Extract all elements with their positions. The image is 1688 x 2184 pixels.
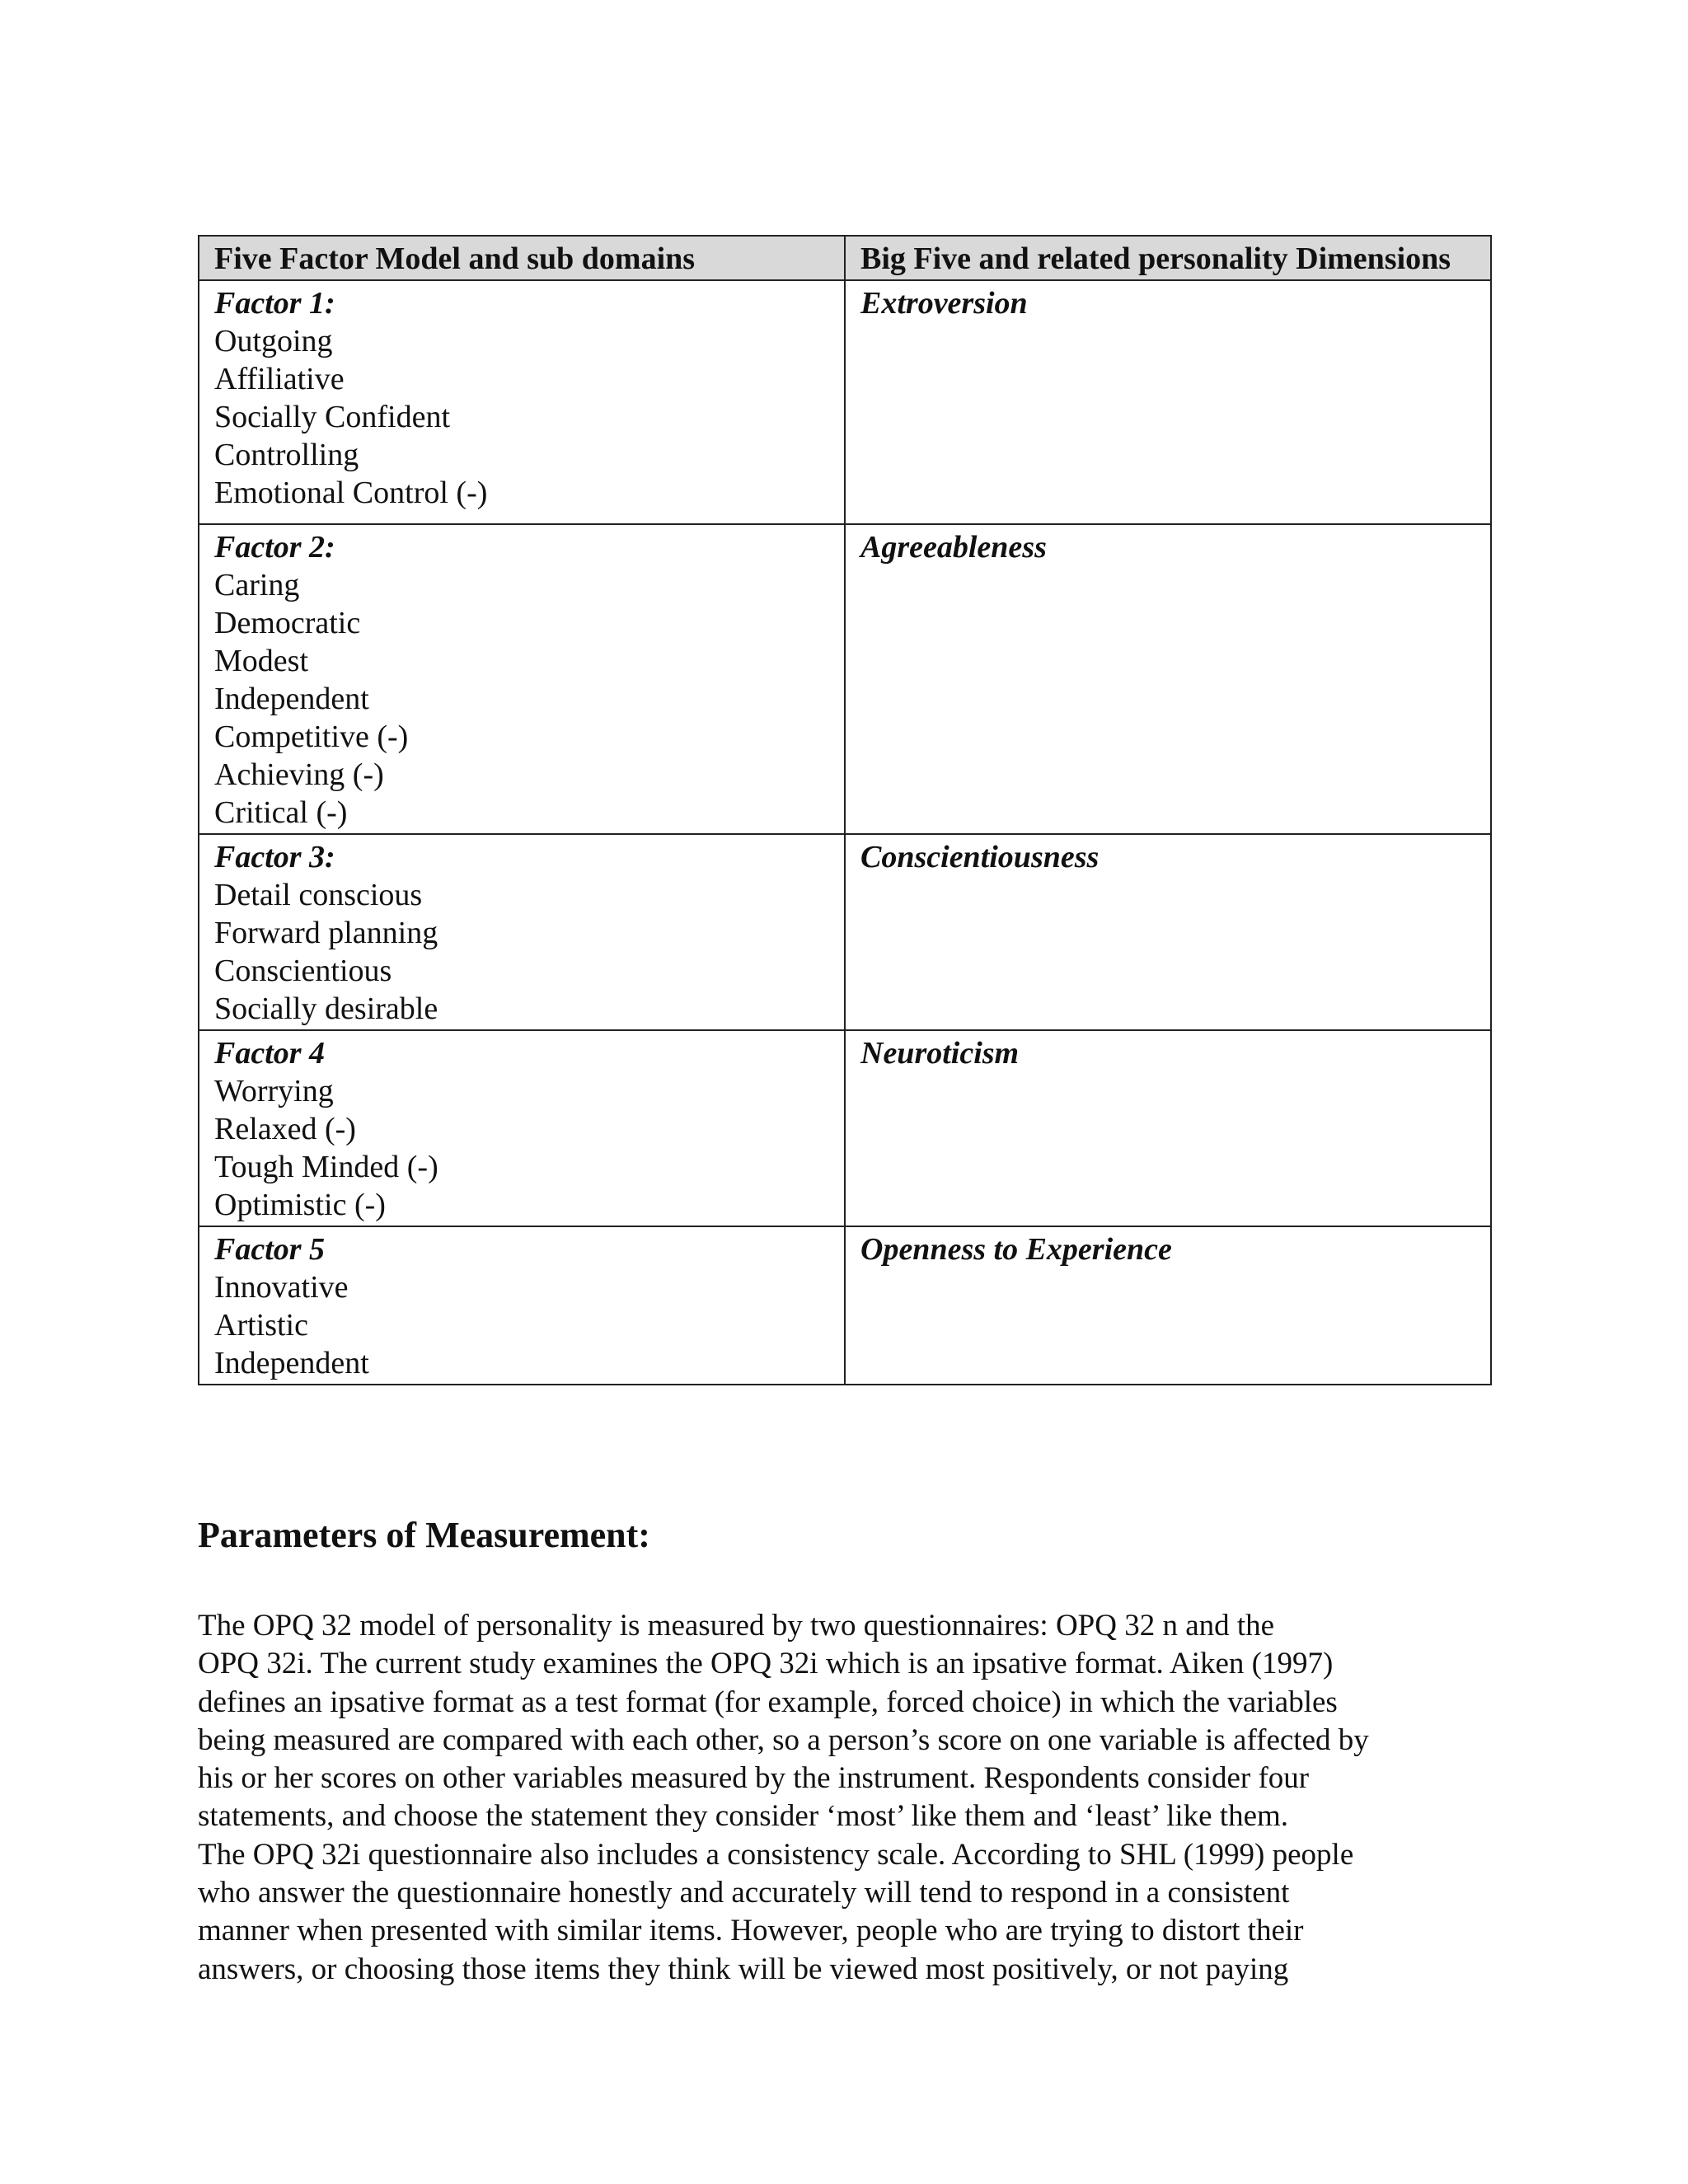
factor-title: Factor 4	[214, 1036, 326, 1071]
paragraph-line: OPQ 32i. The current study examines the OPQ 32i which is an ipsative format. Aiken (1997)	[198, 1647, 1334, 1681]
factor-cell	[199, 524, 845, 834]
sub-domain: Optimistic (-)	[214, 1188, 386, 1222]
sub-domain: Innovative	[214, 1270, 349, 1305]
sub-domain: Independent	[214, 1346, 369, 1380]
table-row	[199, 1226, 1491, 1385]
dimension-cell	[845, 834, 1491, 1030]
dimension-cell	[845, 524, 1491, 834]
table-row	[199, 524, 1491, 834]
header-big-five-dimensions: Big Five and related personality Dimensions	[845, 236, 1491, 280]
factor-table	[198, 235, 1492, 1385]
table-header-row	[199, 236, 1491, 280]
sub-domain: Socially desirable	[214, 991, 438, 1026]
sub-domain: Emotional Control (-)	[214, 476, 488, 510]
sub-domain: Competitive (-)	[214, 719, 409, 754]
sub-domain: Forward planning	[214, 916, 438, 950]
sub-domain: Democratic	[214, 606, 361, 640]
sub-domain: Relaxed (-)	[214, 1112, 356, 1146]
sub-domain: Conscientious	[214, 954, 392, 988]
sub-domain: Outgoing	[214, 324, 333, 359]
paragraph-line: The OPQ 32 model of personality is measured by two questionnaires: OPQ 32 n and the	[198, 1609, 1275, 1643]
factor-title: Factor 5	[214, 1232, 326, 1267]
sub-domain: Tough Minded (-)	[214, 1150, 438, 1184]
table-row	[199, 834, 1491, 1030]
paragraph-line: his or her scores on other variables measured by the instrument. Respondents consider four	[198, 1761, 1310, 1796]
factor-cell	[199, 1226, 845, 1385]
sub-domain: Controlling	[214, 438, 359, 472]
body-paragraph	[198, 1607, 1517, 1989]
factor-title: Factor 1:	[214, 286, 335, 321]
header-five-factor-model: Five Factor Model and sub domains	[199, 236, 845, 280]
sub-domain: Achieving (-)	[214, 757, 384, 792]
factor-cell	[199, 280, 845, 524]
paragraph-line: manner when presented with similar items. However, people who are trying to distort their	[198, 1914, 1304, 1948]
factor-title: Factor 3:	[214, 840, 335, 874]
paragraph-line: The OPQ 32i questionnaire also includes a consistency scale. According to SHL (1999) people	[198, 1837, 1354, 1872]
sub-domain: Affiliative	[214, 362, 345, 396]
factor-cell	[199, 834, 845, 1030]
sub-domain: Worrying	[214, 1074, 334, 1108]
sub-domain: Independent	[214, 682, 369, 716]
sub-domain: Modest	[214, 644, 308, 678]
factor-cell	[199, 1030, 845, 1226]
dimension-label: Neuroticism	[860, 1036, 1020, 1071]
paragraph-line: statements, and choose the statement they consider ‘most’ like them and ‘least’ like them.	[198, 1799, 1289, 1834]
paragraph-line: defines an ipsative format as a test format (for example, forced choice) in which the variables	[198, 1685, 1338, 1719]
factor-title: Factor 2:	[214, 530, 335, 565]
dimension-cell	[845, 280, 1491, 524]
dimension-label: Agreeableness	[860, 530, 1047, 565]
dimension-label: Extroversion	[860, 286, 1028, 321]
dimension-label: Conscientiousness	[860, 840, 1100, 874]
dimension-cell	[845, 1226, 1491, 1385]
paragraph-line: being measured are compared with each other, so a person’s score on one variable is affected by	[198, 1722, 1369, 1757]
table-row	[199, 280, 1491, 524]
paragraph-line: who answer the questionnaire honestly and accurately will tend to respond in a consistent	[198, 1876, 1290, 1910]
dimension-cell	[845, 1030, 1491, 1226]
sub-domain: Detail conscious	[214, 878, 423, 912]
sub-domain: Critical (-)	[214, 795, 348, 830]
sub-domain: Caring	[214, 568, 300, 602]
paragraph-line: answers, or choosing those items they think will be viewed most positively, or not paying	[198, 1952, 1289, 1986]
dimension-label: Openness to Experience	[860, 1232, 1172, 1267]
sub-domain: Socially Confident	[214, 400, 451, 434]
table-row	[199, 1030, 1491, 1226]
section-heading: Parameters of Measurement:	[198, 1515, 650, 1555]
sub-domain: Artistic	[214, 1308, 308, 1343]
